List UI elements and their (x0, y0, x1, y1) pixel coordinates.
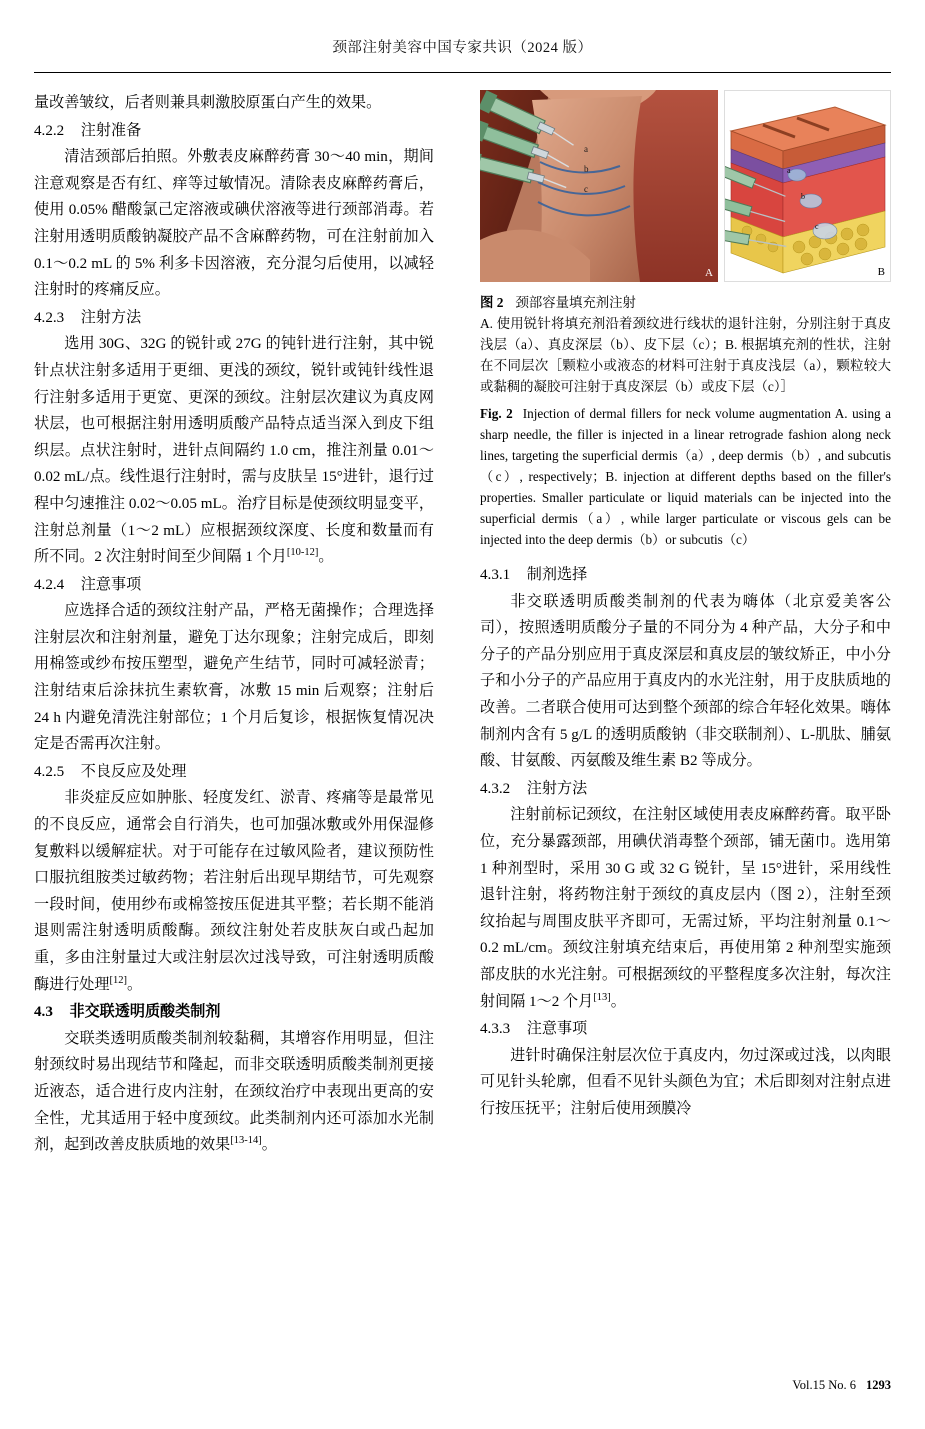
marker-c-label: c (584, 184, 588, 194)
paragraph-4-2-4: 应选择合适的颈纹注射产品，严格无菌操作；合理选择注射层次和注射剂量，避免丁达尔现象；注射完成后，即刻用棉签或纱布按压塑型，避免产生结节，同时可减轻淤青；注射结束后涂抹抗生素软膏，冰敷 15 min 后观察；注射后 24 h 内避免清洗注射部位；1 个月后复诊，根据恢复情况决定是否需再次注射。 (34, 603, 434, 753)
layer-b-label: b (801, 192, 805, 201)
figure-caption-english (480, 403, 891, 550)
section-title: 注射准备 (80, 122, 142, 139)
paragraph-4-3 (34, 1026, 434, 1159)
figure-number-cn: 图 2 (480, 295, 504, 310)
figure-caption-text-en: Injection of dermal fillers for neck volume augmentation A. using a sharp needle, the filler is injected in a linear retrograde fashion along neck lines, targeting the superficial dermis（a）, deep dermis（b）, and subcutis（c）, respectively；B. injection at different depths based on the filler's properties. Smaller particulate or liquid materials can be injected into the superficial dermis（a）, while larger particulate or viscous gels can be injected into the deep dermis（b）or subcutis（c） (480, 406, 891, 547)
section-title: 不良反应及处理 (80, 763, 187, 780)
paragraph-tail: 。 (261, 1137, 277, 1154)
section-title: 制剂选择 (526, 567, 588, 583)
paragraph-4-3-1: 非交联透明质酸类制剂的代表为嗨体（北京爱美客公司），按照透明质酸分子量的不同分为 4 种产品，大分子和中分子的产品分别应用于真皮深层和真皮层的皱纹矫正，中小分子和小分子的产品应用于真皮内的水光注射，用于皮肤质地的改善。二者联合使用可达到整个颈部的综合年轻化效果。嗨体制剂内含有 5 g/L 的透明质酸钠（非交联制剂）、L-肌肽、脯氨酸、甘氨酸、丙氨酸及维生素 B2 等成分。 (480, 593, 891, 770)
panel-a-label: A (705, 267, 713, 279)
section-heading-4-2-4 (34, 572, 434, 599)
panel-b-label: B (877, 266, 885, 278)
paragraph-continuation: 量改善皱纹，后者则兼具刺激胶原蛋白产生的效果。 (34, 95, 382, 111)
section-title: 注意事项 (80, 576, 142, 593)
figure-panel-b (724, 90, 891, 282)
section-number: 4.2.4 (34, 576, 65, 593)
running-header: 颈部注射美容中国专家共识（2024 版） (332, 40, 593, 56)
page-footer (792, 1378, 891, 1393)
section-number: 4.3.1 (480, 567, 511, 583)
paragraph-4-2-2: 清洁颈部后拍照。外敷表皮麻醉药膏 30～40 min，期间注意观察是否有红、痒等过敏情况。清除表皮麻醉药膏后，使用 0.05% 醋酸氯己定溶液或碘伏溶液等进行颈部消毒。若注射用透明质酸钠凝胶产品不含麻醉药物，可在注射前加入 0.1～0.2 mL 的 5% 利多卡因溶液，充分混匀后使用，以减轻注射时的疼痛反应。 (34, 149, 434, 299)
figure-number-en: Fig. 2 (480, 406, 513, 421)
skin-cross-section-diagram (725, 91, 890, 281)
paragraph-tail: 。 (126, 976, 143, 993)
section-heading-4-2-2 (34, 118, 434, 145)
paragraph-text: 注射前标记颈纹，在注射区域使用表皮麻醉药膏。取平卧位，充分暴露颈部，用碘伏消毒整个颈部，铺无菌巾。选用第 1 种剂型时，采用 30 G 或 32 G 锐针，呈 15°进针，采用线性退针注射，将药物注射于颈纹的真皮层内（图 2），注射至颈纹抬起与周围皮肤平齐即可，无需过矫，平均注射剂量 0.1～0.2 mL/cm。颈纹注射填充结束后，再使用第 2 种剂型实施颈部皮肤的水光注射。可根据颈纹的平整程度多次注射，每次注射间隔 1～2 个月 (480, 807, 891, 1010)
figure-caption-text-cn: A. 使用锐针将填充剂沿着颈纹进行线状的退针注射，分别注射于真皮浅层（a）、真皮深层（b）、皮下层（c）；B. 根据填充剂的性状，注射在不同层次［颗粒小或液态的材料可注射于真皮浅层（a），颗粒较大或黏稠的凝胶可注射于真皮深层（b）或皮下层（c）］ (480, 316, 891, 394)
right-column (480, 90, 891, 1123)
section-title: 注射方法 (80, 309, 142, 326)
section-heading-4-2-5 (34, 759, 434, 786)
layer-a-label: a (787, 166, 791, 175)
paragraph-4-3-3: 进针时确保注射层次位于真皮内，勿过深或过浅，以肉眼可见针头轮廓，但看不见针头颜色为宜；术后即刻对注射点进行按压抚平；注射后使用颈膜冷 (480, 1047, 891, 1117)
section-title: 注射方法 (526, 780, 588, 797)
section-number: 4.3 (34, 1004, 53, 1021)
left-column (34, 90, 434, 1160)
paragraph-text: 选用 30G、32G 的锐针或 27G 的钝针进行注射，其中锐针点状注射多适用于更细、更浅的颈纹，锐针或钝针线性退行注射多适用于更宽、更深的颈纹。注射层次建议为真皮网状层，也可根据注射用透明质酸产品特点适当深入到皮下组织层。点状注射时，进针点间隔约 1.0 cm，推注剂量 0.01～0.02 mL/点。线性退行注射时，需与皮肤呈 15°进针，退行过程中匀速推注 0.02～0.05 mL。治疗目标是使颈纹明显变平，注射总剂量（1～2 mL）应根据颈纹深度、长度和数量而有所不同。2 次注射时间至少间隔 1 个月 (34, 336, 434, 566)
volume-issue: Vol.15 No. 6 (792, 1378, 856, 1392)
section-heading-4-3-3 (480, 1016, 891, 1043)
section-heading-4-3-1 (480, 562, 891, 589)
figure-title-cn: 颈部容量填充剂注射 (515, 295, 636, 310)
reference-marker: [13-14] (230, 1135, 262, 1147)
page-number: 1293 (866, 1378, 891, 1392)
reference-marker: [13] (593, 991, 611, 1003)
section-number: 4.3.2 (480, 780, 511, 797)
section-title: 非交联透明质酸类制剂 (69, 1004, 221, 1021)
header-rule (34, 72, 891, 73)
marker-a-label: a (584, 144, 588, 154)
layer-c-label: c (815, 222, 819, 231)
paragraph-tail: 。 (610, 993, 626, 1010)
neck-injection-illustration (480, 90, 718, 282)
section-number: 4.2.5 (34, 763, 65, 780)
paragraph-4-3-2 (480, 802, 891, 1015)
marker-b-label: b (584, 164, 589, 174)
paragraph-4-2-5 (34, 785, 434, 998)
paragraph-tail: 。 (318, 549, 334, 566)
two-column-body (34, 90, 891, 1380)
section-heading-4-3 (34, 999, 434, 1026)
figure-2 (480, 90, 891, 282)
section-number: 4.2.2 (34, 122, 65, 139)
section-heading-4-2-3 (34, 305, 434, 332)
paragraph-text: 交联类透明质酸类制剂较黏稠，其增容作用明显，但注射颈纹时易出现结节和隆起，而非交联透明质酸类制剂更接近液态，适合进行皮内注射，在颈纹治疗中表现出更高的安全性，尤其适用于轻中度颈纹。此类制剂内还可添加水光制剂，起到改善皮肤质地的效果 (34, 1030, 434, 1154)
reference-marker: [12] (109, 974, 127, 986)
paragraph-text: 非炎症反应如肿胀、轻度发红、淤青、疼痛等是最常见的不良反应，通常会自行消失，也可加强冰敷或外用保湿修复敷料以缓解症状。对于可能存在过敏风险者，建议预防性口服抗组胺类过敏药物；若注射后出现早期结节，可先观察一段时间，使用纱布或棉签按压促进其平整；若长期不能消退则需注射透明质酸酶。颈纹注射处若皮肤灰白或凸起加重，多由注射量过大或注射层次过浅导致，可注射透明质酸酶进行处理 (34, 790, 434, 993)
section-number: 4.2.3 (34, 309, 65, 326)
reference-marker: [10-12] (286, 547, 319, 559)
section-number: 4.3.3 (480, 1021, 511, 1038)
paragraph-4-2-3 (34, 331, 434, 570)
section-title: 注意事项 (526, 1021, 588, 1038)
figure-panel-a (480, 90, 718, 282)
section-heading-4-3-2 (480, 776, 891, 803)
figure-caption-chinese (480, 292, 891, 397)
